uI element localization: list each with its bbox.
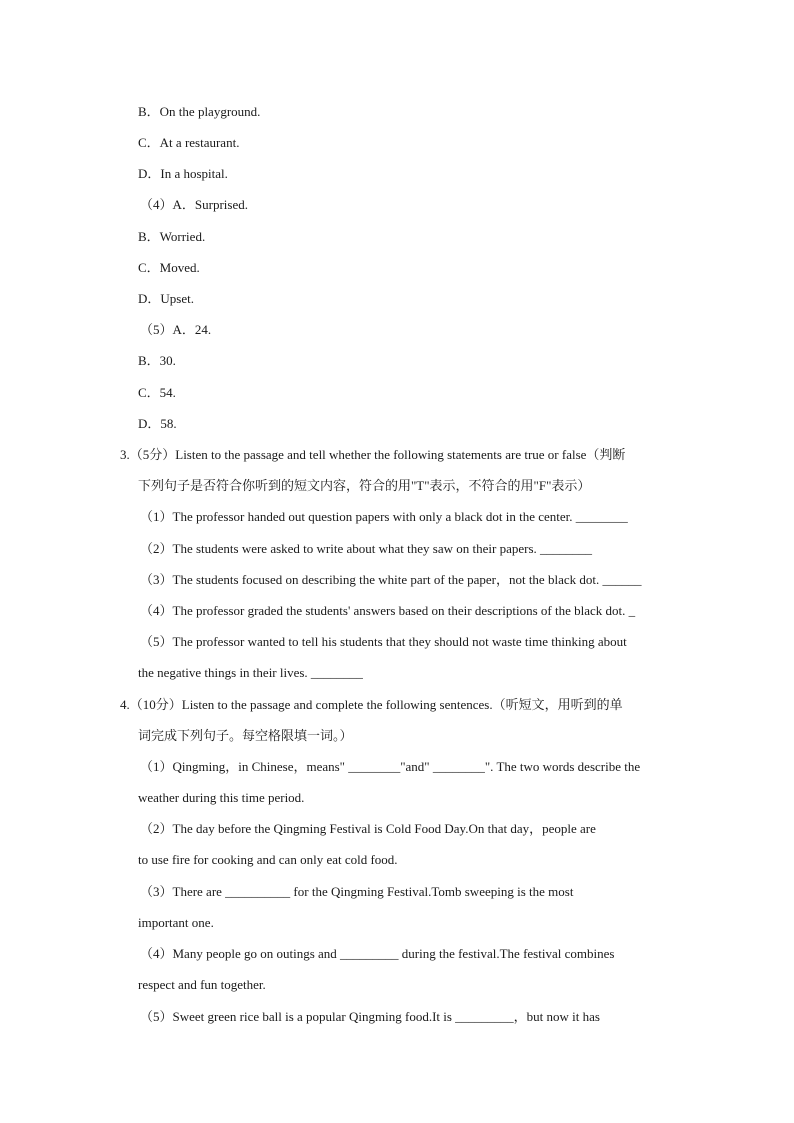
option-2-5-c: C．54. [138, 385, 176, 400]
sentence-4-1-cont: weather during this time period. [138, 790, 305, 805]
option-2-5-a: （5）A．24. [140, 322, 212, 337]
sentence-4-4-cont: respect and fun together. [138, 977, 266, 992]
option-2-5-b: B．30. [138, 353, 176, 368]
statement-3-1: （1）The professor handed out question papers with only a black dot in the center. ________ [140, 509, 628, 524]
sentence-4-3: （3）There are __________ for the Qingming Festival.Tomb sweeping is the most [140, 884, 574, 899]
sentence-4-1: （1）Qingming，in Chinese，means" ________"and" ________". The two words describe the [140, 759, 641, 774]
statement-3-4: （4）The professor graded the students' answers based on their descriptions of the black dot. _ [140, 603, 636, 618]
sentence-4-4: （4）Many people go on outings and _________ during the festival.The festival combines [140, 946, 615, 961]
option-2-3-d: D．In a hospital. [138, 166, 228, 181]
statement-3-5-cont: the negative things in their lives. ________ [138, 665, 363, 680]
option-2-4-b: B．Worried. [138, 229, 206, 244]
question-3-header: 3.（5分）Listen to the passage and tell whether the following statements are true or false（判断 [120, 447, 626, 462]
statement-3-5: （5）The professor wanted to tell his students that they should not waste time thinking about [140, 634, 627, 649]
sentence-4-3-cont: important one. [138, 915, 214, 930]
question-3-header-cont: 下列句子是否符合你听到的短文内容，符合的用"T"表示，不符合的用"F"表示） [138, 478, 591, 493]
option-2-5-d: D．58. [138, 416, 177, 431]
option-2-3-b: B．On the playground. [138, 104, 261, 119]
sentence-4-5: （5）Sweet green rice ball is a popular Qingming food.It is _________，but now it has [140, 1009, 600, 1024]
option-2-4-a: （4）A．Surprised. [140, 197, 248, 212]
question-4-header: 4.（10分）Listen to the passage and complete the following sentences.（听短文，用听到的单 [120, 697, 623, 712]
option-2-4-c: C．Moved. [138, 260, 200, 275]
statement-3-3: （3）The students focused on describing the white part of the paper，not the black dot. ______ [140, 572, 642, 587]
sentence-4-2: （2）The day before the Qingming Festival is Cold Food Day.On that day，people are [140, 821, 596, 836]
sentence-4-2-cont: to use fire for cooking and can only eat cold food. [138, 852, 398, 867]
question-4-header-cont: 词完成下列句子。每空格限填一词。） [138, 728, 353, 743]
option-2-3-c: C．At a restaurant. [138, 135, 240, 150]
statement-3-2: （2）The students were asked to write about what they saw on their papers. ________ [140, 541, 593, 556]
option-2-4-d: D．Upset. [138, 291, 194, 306]
